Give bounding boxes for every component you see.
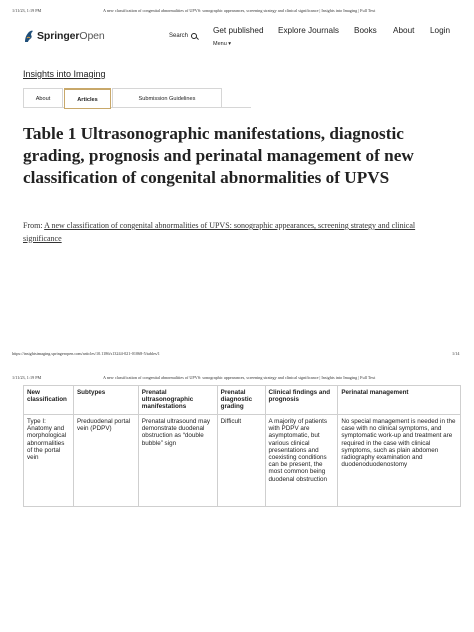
nav-login[interactable]: Login — [430, 26, 451, 35]
from-label: From: — [23, 221, 43, 230]
table-header-cell: New classification — [24, 386, 74, 415]
table-cell: Preduodenal portal vein (PDPV) — [73, 415, 138, 507]
nav-get-published[interactable]: Get published — [213, 26, 264, 35]
search-icon — [191, 33, 197, 39]
nav-about[interactable]: About — [393, 26, 415, 35]
menu-label: Menu — [213, 41, 227, 47]
search-button[interactable] — [169, 33, 197, 39]
chevron-down-icon: ▾ — [228, 41, 232, 47]
tab-articles[interactable]: Articles — [64, 88, 111, 109]
nav-explore-journals[interactable]: Explore Journals — [278, 26, 339, 35]
tab-submission-guidelines[interactable]: Submission Guidelines — [112, 88, 222, 108]
table-cell: A majority of patients with PDPV are asymptomatic, but various clinical presentations and coexisting conditions can be present, the most common being duodenal obstruction — [265, 415, 338, 507]
table-cell: No special management is needed in the case with no clinical symptoms, and symptomatic work-up and treatment are required in the case with clinical symptoms, such as plain abdomen radiography examination and duodenoduodenostomy — [338, 415, 461, 507]
table-cell: Prenatal ultrasound may demonstrate duodenal obstruction as “double bubble” sign — [138, 415, 217, 507]
logo-brand: Springer — [37, 30, 80, 42]
journal-tabs — [23, 88, 251, 108]
print-page-number: 1/14 — [452, 351, 460, 356]
page-title: Table 1 Ultrasonographic manifestations, diagnostic grading, prognosis and perinatal management of new classification of congenital abnormalities of UPVS — [23, 124, 414, 187]
source-article — [23, 220, 443, 245]
nav-books[interactable]: Books — [354, 26, 377, 35]
print-title: A new classification of congenital abnormalities of UPVS: sonographic appearances, screening strategy and clinical significance | Insights into Imaging | Full Text — [103, 8, 376, 13]
logo-sub: Open — [79, 30, 105, 42]
print-url: https://insightsimaging.springeropen.com/articles/10.1186/s13244-021-01068-5/tables/1 — [12, 351, 160, 356]
table-header-cell: Subtypes — [73, 386, 138, 415]
table-row — [24, 415, 461, 507]
table-header-cell: Clinical findings and prognosis — [265, 386, 338, 415]
table-header-row — [24, 386, 461, 415]
table-cell: Type I: Anatomy and morphological abnormalities of the portal vein — [24, 415, 74, 507]
table-header-cell: Prenatal ultrasonographic manifestations — [138, 386, 217, 415]
table-cell: Difficult — [217, 415, 265, 507]
springer-horse-icon — [23, 29, 34, 43]
print-date-page2: 1/11/23, 1:19 PM — [12, 375, 42, 380]
springer-open-logo[interactable] — [23, 29, 105, 43]
tab-about[interactable]: About — [23, 88, 63, 108]
table-header-cell: Prenatal diagnostic grading — [217, 386, 265, 415]
print-date: 1/11/23, 1:19 PM — [12, 8, 42, 13]
table-header-cell: Perinatal management — [338, 386, 461, 415]
data-table — [23, 385, 461, 507]
source-article-link[interactable]: A new classification of congenital abnormalities of UPVS: sonographic appearances, screening strategy and clinical significance — [23, 221, 416, 243]
search-label: Search — [169, 33, 189, 39]
journal-title-link[interactable]: Insights into Imaging — [23, 69, 106, 79]
print-title-page2: A new classification of congenital abnormalities of UPVS: sonographic appearances, screening strategy and clinical significance | Insights into Imaging | Full Text — [103, 375, 376, 380]
menu-button[interactable] — [213, 41, 231, 47]
